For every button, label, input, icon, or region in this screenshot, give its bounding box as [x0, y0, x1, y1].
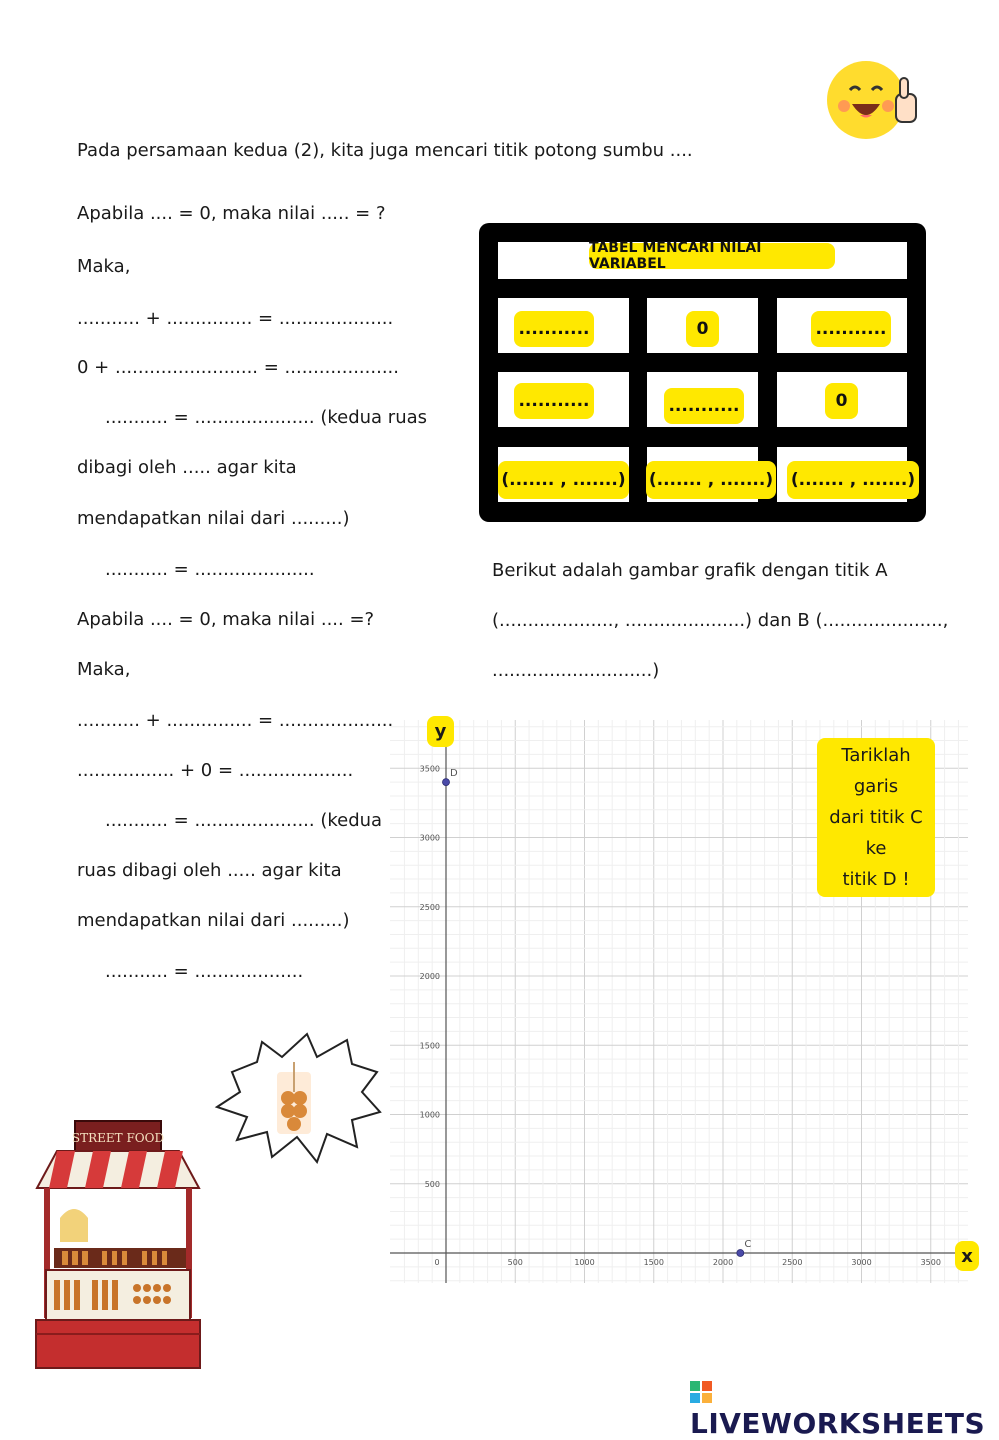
point-label-c: C: [744, 1239, 752, 1250]
text-line: ........... = ..................... (kedua: [105, 810, 383, 831]
instruction-line: dari titik C ke: [829, 807, 923, 859]
x-axis-label: x: [955, 1241, 979, 1271]
y-tick-label: 1000: [419, 1110, 440, 1120]
graph-description-line: Berikut adalah gambar grafik dengan titik A: [492, 560, 888, 581]
logo-mark-icon: [690, 1381, 712, 1403]
street-food-stall-icon: [32, 1118, 204, 1370]
y-tick-label: 500: [424, 1179, 440, 1189]
answer-field-r1c3[interactable]: ...........: [811, 311, 891, 347]
text-line: ........... = ...................: [105, 961, 304, 982]
answer-field-r2c1[interactable]: ...........: [514, 383, 594, 419]
text-line: mendapatkan nilai dari .........): [77, 508, 350, 529]
text-line: Maka,: [77, 659, 131, 680]
text-line: Apabila .... = 0, maka nilai ..... = ?: [77, 203, 386, 224]
text-line: mendapatkan nilai dari .........): [77, 910, 350, 931]
instruction-note: [817, 738, 935, 897]
x-tick-label: 0: [434, 1258, 440, 1267]
variable-table: [479, 223, 926, 522]
y-tick-label: 3500: [419, 764, 440, 774]
x-tick-label: 3500: [920, 1258, 941, 1267]
value-r1c2: 0: [686, 311, 719, 347]
value-r2c3: 0: [825, 383, 858, 419]
x-tick-label: 2500: [782, 1258, 803, 1267]
intro-line: Pada persamaan kedua (2), kita juga mencari titik potong sumbu ....: [77, 140, 693, 161]
answer-field-r1c1[interactable]: ...........: [514, 311, 594, 347]
y-tick-label: 1500: [419, 1041, 440, 1051]
y-tick-label: 2000: [419, 972, 440, 981]
text-line: dibagi oleh ..... agar kita: [77, 457, 297, 478]
point-label-d: D: [450, 768, 458, 780]
stall-sign: STREET FOOD: [71, 1131, 165, 1145]
table-title: TABEL MENCARI NILAI VARIABEL: [589, 243, 835, 269]
answer-field-r3c2[interactable]: (....... , .......): [646, 461, 776, 499]
y-tick-label: 2500: [419, 902, 440, 912]
liveworksheets-logo: [690, 1374, 999, 1440]
text-line: Maka,: [77, 256, 131, 277]
text-line: ........... + ............... = ....................: [77, 710, 394, 731]
text-line: ruas dibagi oleh ..... agar kita: [77, 860, 342, 881]
text-line: 0 + ......................... = ....................: [77, 357, 399, 378]
graph-description-line: (...................., .....................) dan B (.....................,: [492, 610, 949, 631]
x-tick-label: 1000: [574, 1258, 595, 1267]
answer-field-r3c1[interactable]: (....... , .......): [498, 461, 629, 499]
x-tick-label: 3000: [851, 1258, 872, 1267]
instruction-line: Tariklah garis: [841, 745, 911, 797]
x-tick-label: 2000: [712, 1258, 734, 1267]
point-d: [443, 779, 450, 786]
thumbs-up-emoji-icon: [826, 60, 922, 140]
answer-field-r3c3[interactable]: (....... , .......): [787, 461, 919, 499]
speech-bubble-icon: [212, 1032, 382, 1168]
text-line: ........... + ............... = ....................: [77, 308, 394, 329]
point-c: [737, 1250, 744, 1257]
x-tick-label: 1500: [643, 1258, 664, 1267]
text-line: ........... = ..................... (kedua ruas: [105, 407, 428, 428]
y-axis-label: y: [427, 716, 454, 747]
y-tick-label: 3000: [419, 833, 440, 843]
text-line: Apabila .... = 0, maka nilai .... =?: [77, 609, 375, 630]
graph-description-line: ............................): [492, 660, 660, 681]
instruction-line: titik D !: [842, 869, 910, 890]
x-tick-label: 500: [507, 1258, 523, 1267]
text-line: ................. + 0 = ....................: [77, 760, 354, 781]
answer-field-r2c2[interactable]: ...........: [664, 388, 744, 424]
brand-name: LIVEWORKSHEETS: [690, 1407, 986, 1440]
text-line: ........... = .....................: [105, 559, 315, 580]
